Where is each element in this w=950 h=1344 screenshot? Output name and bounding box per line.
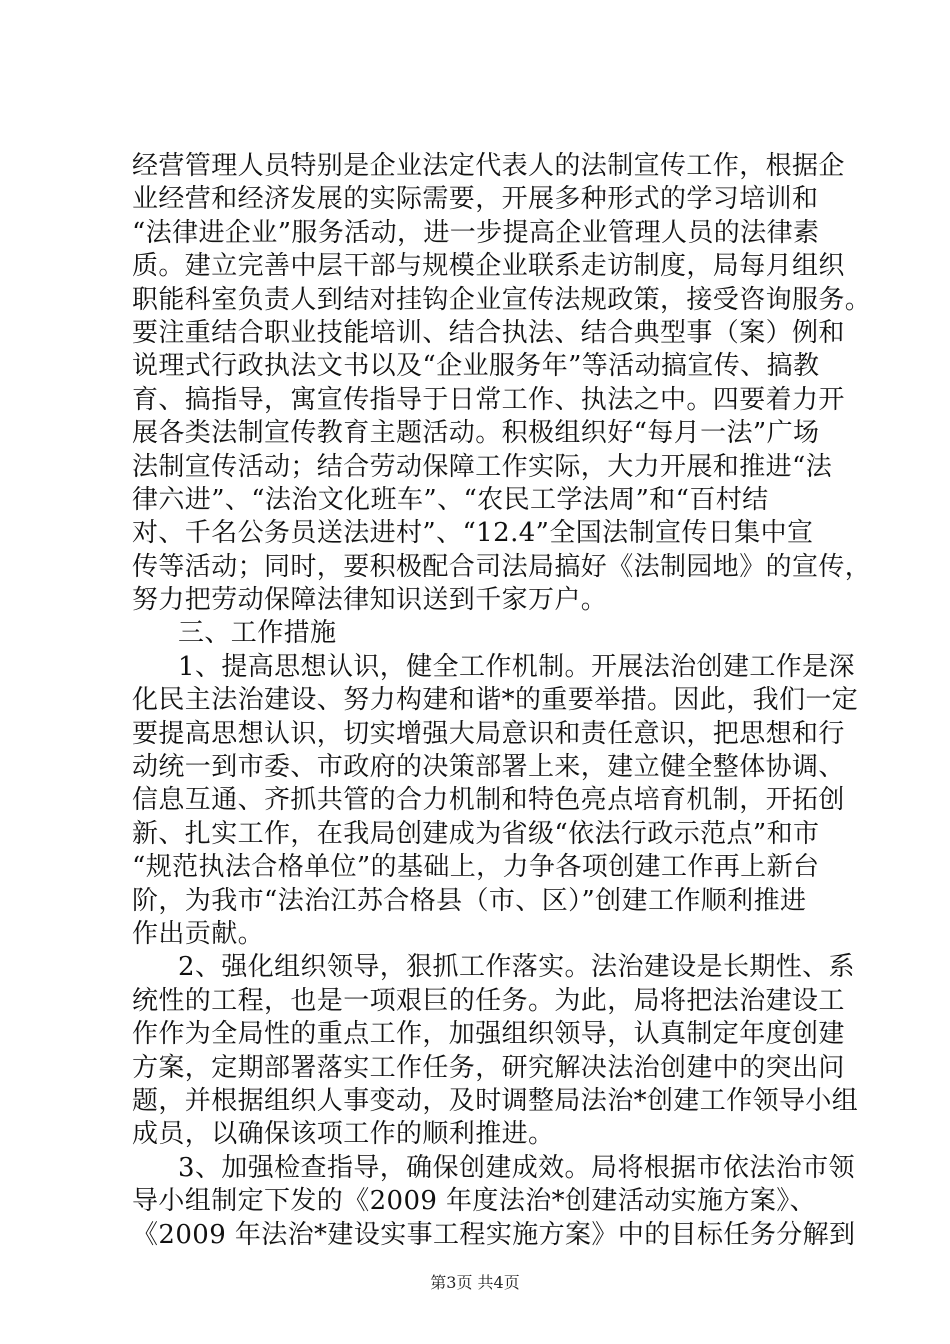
- text-line: 经营管理人员特别是企业法定代表人的法制宣传工作，根据企: [132, 151, 845, 181]
- text-line: 信息互通、齐抓共管的合力机制和特色亮点培育机制，开拓创: [132, 785, 845, 816]
- text-line: 育、搞指导，寓宣传指导于日常工作、执法之中。四要着力开: [132, 384, 845, 415]
- text-line: 法制宣传活动；结合劳动保障工作实际，大力开展和推进“法: [132, 451, 833, 482]
- text-line: 律六进”、“法治文化班车”、“农民工学法周”和“百村结: [132, 484, 769, 515]
- text-line: 作作为全局性的重点工作，加强组织领导，认真制定年度创建: [132, 1019, 845, 1050]
- text-line: 阶，为我市“法治江苏合格县（市、区）”创建工作顺利推进: [132, 885, 807, 916]
- text-line: 题，并根据组织人事变动，及时调整局法治*创建工作领导小组: [132, 1085, 859, 1116]
- text-line: “法律进企业”服务活动，进一步提高企业管理人员的法律素: [132, 217, 820, 248]
- text-line: 职能科室负责人到结对挂钩企业宣传法规政策，接受咨询服务。: [132, 284, 872, 315]
- text-line: 说理式行政执法文书以及“企业服务年”等活动搞宣传、搞教: [132, 351, 820, 382]
- text-line: “规范执法合格单位”的基础上，力争各项创建工作再上新台: [132, 852, 820, 883]
- text-line: 对、千名公务员送法进村”、“12.4”全国法制宣传日集中宣: [132, 518, 814, 549]
- text-line: 传等活动；同时，要积极配合司法局搞好《法制园地》的宣传，: [132, 551, 872, 582]
- text-line: 质。建立完善中层干部与规模企业联系走访制度，局每月组织: [132, 251, 845, 282]
- section-heading: 三、工作措施: [178, 618, 337, 649]
- text-line: 成员，以确保该项工作的顺利推进。: [132, 1119, 555, 1150]
- page-footer: 第3页 共4页: [430, 1273, 520, 1292]
- text-line: 展各类法制宣传教育主题活动。积极组织好“每月一法”广场: [132, 418, 820, 449]
- text-line: 导小组制定下发的《2009 年度法治*创建活动实施方案》、: [132, 1186, 817, 1217]
- text-line: 作出贡献。: [132, 918, 265, 949]
- text-line: 方案，定期部署落实工作任务，研究解决法治创建中的突出问: [132, 1052, 845, 1083]
- text-line: 要注重结合职业技能培训、结合执法、结合典型事（案）例和: [132, 317, 845, 348]
- text-line: 努力把劳动保障法律知识送到千家万户。: [132, 585, 608, 616]
- paragraph-start-line: 2、强化组织领导，狠抓工作落实。法治建设是长期性、系: [178, 952, 855, 983]
- text-line: 新、扎实工作，在我局创建成为省级“依法行政示范点”和市: [132, 818, 820, 849]
- text-line: 要提高思想认识，切实增强大局意识和责任意识，把思想和行: [132, 718, 845, 749]
- text-line: 《2009 年法治*建设实事工程实施方案》中的目标任务分解到: [132, 1219, 856, 1250]
- text-line: 业经营和经济发展的实际需要，开展多种形式的学习培训和: [132, 184, 819, 215]
- paragraph-start-line: 3、加强检查指导，确保创建成效。局将根据市依法治市领: [178, 1152, 855, 1183]
- text-line: 动统一到市委、市政府的决策部署上来，建立健全整体协调、: [132, 752, 845, 783]
- document-body: [132, 150, 872, 1252]
- text-line: 统性的工程，也是一项艰巨的任务。为此，局将把法治建设工: [132, 985, 845, 1016]
- paragraph-start-line: 1、提高思想认识，健全工作机制。开展法治创建工作是深: [178, 651, 855, 682]
- text-line: 化民主法治建设、努力构建和谐*的重要举措。因此，我们一定: [132, 685, 859, 716]
